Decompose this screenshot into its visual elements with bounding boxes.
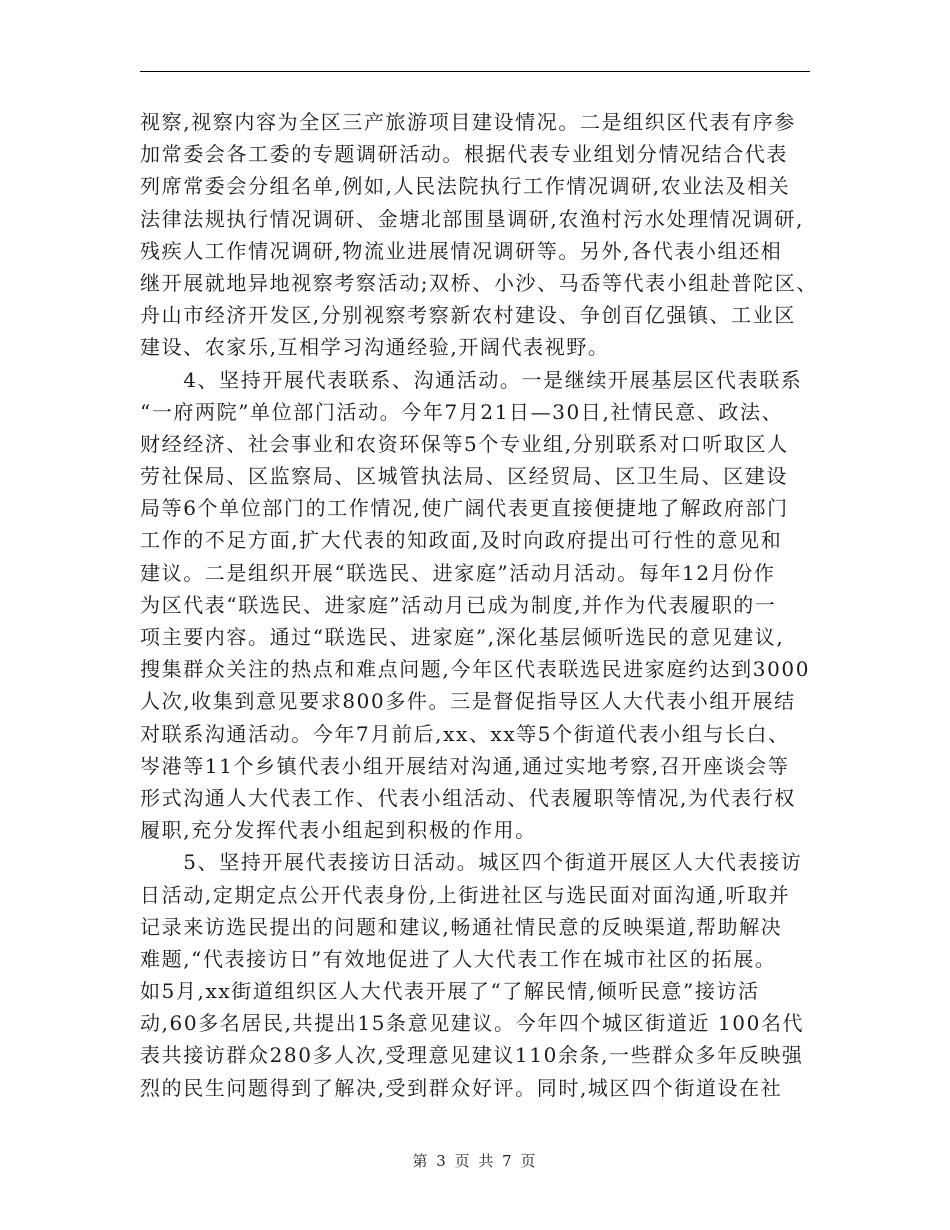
text-line: 搜集群众关注的热点和难点问题,今年区代表联选民进家庭约达到3000 <box>140 657 811 682</box>
text-line: 项主要内容。通过“联选民、进家庭”,深化基层倾听选民的意见建议, <box>140 625 785 649</box>
text-line: 表共接访群众280多人次,受理意见建议110余条,一些群众多年反映强 <box>140 1043 804 1068</box>
text-line: 履职,充分发挥代表小组起到积极的作用。 <box>140 818 537 843</box>
text-line: 残疾人工作情况调研,物流业进展情况调研等。另外,各代表小组还相 <box>140 238 783 263</box>
text-line: 财经经济、社会事业和农资环保等5个专业组,分别联系对口听取区人 <box>140 431 789 456</box>
header-rule <box>140 71 810 72</box>
text-line: 继开展就地异地视察考察活动;双桥、小沙、马岙等代表小组赴普陀区、 <box>140 270 818 295</box>
text-line: 舟山市经济开发区,分别视察考察新农村建设、争创百亿强镇、工业区 <box>140 303 796 328</box>
text-line: 记录来访选民提出的问题和建议,畅通社情民意的反映渠道,帮助解决 <box>140 914 783 939</box>
text-line: 劳社保局、区监察局、区城管执法局、区经贸局、区卫生局、区建设 <box>140 464 788 489</box>
text-line: 形式沟通人大代表工作、代表小组活动、代表履职等情况,为代表行权 <box>140 785 796 810</box>
text-line: 工作的不足方面,扩大代表的知政面,及时向政府提出可行性的意见和 <box>140 528 783 553</box>
text-line: 局等6个单位部门的工作情况,使广阔代表更直接便捷地了解政府部门 <box>140 496 789 521</box>
text-line: 烈的民生问题得到了解决,受到群众好评。同时,城区四个街道设在社 <box>140 1075 783 1100</box>
text-line: 岑港等11个乡镇代表小组开展结对沟通,通过实地考察,召开座谈会等 <box>140 753 790 778</box>
text-line: “一府两院”单位部门活动。今年7月21日—30日,社情民意、政法、 <box>140 399 784 424</box>
page-number-footer: 第 3 页 共 7 页 <box>412 1152 538 1170</box>
text-line: 加常委会各工委的专题调研活动。根据代表专业组划分情况结合代表 <box>140 142 788 167</box>
text-line: 建议。二是组织开展“联选民、进家庭”活动月活动。每年12月份作 <box>140 560 776 585</box>
text-line: 法律法规执行情况调研、金塘北部围垦调研,农渔村污水处理情况调研, <box>140 206 804 231</box>
paragraph-start-line: 5、坚持开展代表接访日活动。城区四个街道开展区人大代表接访 <box>140 850 803 875</box>
text-line: 列席常委会分组名单,例如,人民法院执行工作情况调研,农业法及相关 <box>140 174 791 199</box>
text-line: 难题,“代表接访日”有效地促进了人大代表工作在城市社区的拓展。 <box>140 946 777 971</box>
text-line: 建设、农家乐,互相学习沟通经验,开阔代表视野。 <box>140 335 610 360</box>
text-line: 如5月,xx街道组织区人大代表开展了“了解民情,倾听民意”接访活 <box>140 979 760 1004</box>
text-line: 日活动,定期定点公开代表身份,上街进社区与选民面对面沟通,听取并 <box>140 882 791 907</box>
text-line: 动,60多名居民,共提出15条意见建议。今年四个城区街道近 100名代 <box>140 1011 805 1036</box>
text-line: 为区代表“联选民、进家庭”活动月已成为制度,并作为代表履职的一 <box>140 592 777 617</box>
text-line: 人次,收集到意见要求800多件。三是督促指导区人大代表小组开展结 <box>140 689 796 714</box>
text-line: 对联系沟通活动。今年7月前后,xx、xx等5个街道代表小组与长白、 <box>140 721 790 746</box>
document-body <box>140 106 818 1104</box>
paragraph-start-line: 4、坚持开展代表联系、沟通活动。一是继续开展基层区代表联系 <box>140 367 803 392</box>
text-line: 视察,视察内容为全区三产旅游项目建设情况。二是组织区代表有序参 <box>140 110 796 134</box>
